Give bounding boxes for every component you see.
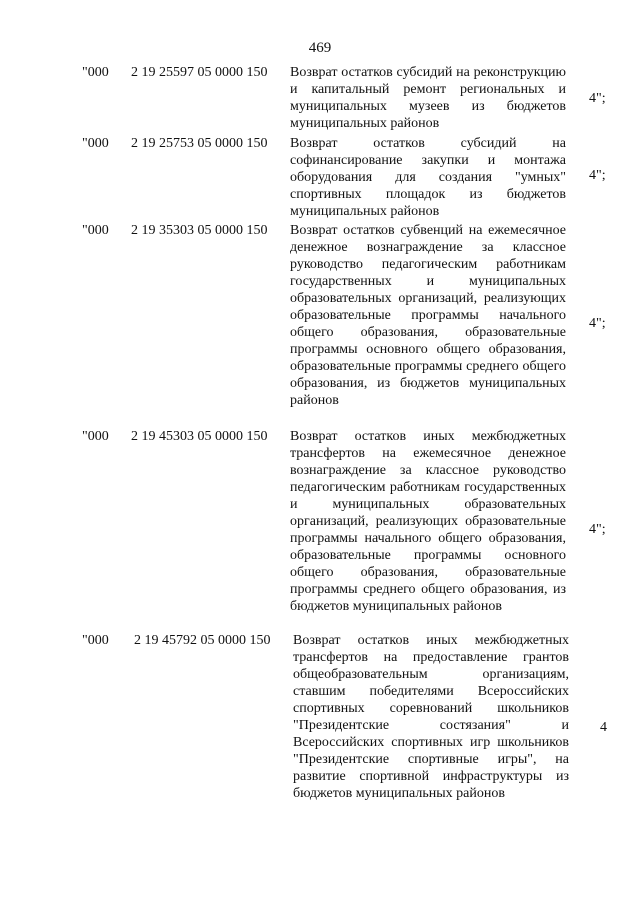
- classification-code: 2 19 25753 05 0000 150: [131, 136, 268, 151]
- entry-description: Возврат остатков иных межбюджетных трансфертов на ежемесячное денежное вознаграждение за классное руководство педагогическим работникам государственных и муниципальных образовательных организаций, реализующих образовательные программы начального общего образования, образовательные программы основного общего образования, образовательные программы среднего общего образования, из бюджетов муниципальных районов: [290, 429, 566, 614]
- code-prefix: "000: [82, 65, 109, 80]
- entry-row: [0, 64, 640, 132]
- entry-row: [0, 632, 640, 827]
- entry-description: Возврат остатков субсидий на софинансирование закупки и монтажа оборудования для создания "умных" спортивных площадок из бюджетов муниципальных районов: [290, 136, 566, 219]
- entry-suffix: 4";: [589, 316, 606, 331]
- entry-description: Возврат остатков субвенций на ежемесячное денежное вознаграждение за классное руководство педагогическим работникам государственных и муниципальных образовательных организаций, реализующих образовательные программы начального общего образования, образовательные программы основного общего образования, образовательные программы среднего общего образования, из бюджетов муниципальных районов: [290, 223, 566, 408]
- entry-row: [0, 222, 640, 428]
- entry-suffix: 4";: [589, 91, 606, 106]
- code-prefix: "000: [82, 429, 109, 444]
- entry-row: [0, 135, 640, 220]
- classification-code: 2 19 45792 05 0000 150: [134, 633, 271, 648]
- entry-description: Возврат остатков иных межбюджетных трансфертов на предоставление грантов общеобразовательным организациям, ставшим победителями Всероссийских спортивных соревнований школьников "Президентские состязания" и Всероссийских спортивных игр школьников "Президентские спортивные игры", на развитие спортивной инфраструктуры из бюджетов муниципальных районов: [293, 633, 569, 801]
- classification-code: 2 19 25597 05 0000 150: [131, 65, 268, 80]
- classification-code: 2 19 35303 05 0000 150: [131, 223, 268, 238]
- entry-suffix: 4: [600, 720, 607, 735]
- code-prefix: "000: [82, 633, 109, 648]
- classification-code: 2 19 45303 05 0000 150: [131, 429, 268, 444]
- entry-description: Возврат остатков субсидий на реконструкцию и капитальный ремонт региональных и муниципальных музеев из бюджетов муниципальных районов: [290, 65, 566, 131]
- entry-row: [0, 428, 640, 628]
- code-prefix: "000: [82, 136, 109, 151]
- entry-suffix: 4";: [589, 168, 606, 183]
- code-prefix: "000: [82, 223, 109, 238]
- page-number: 469: [308, 40, 332, 56]
- entry-suffix: 4";: [589, 522, 606, 537]
